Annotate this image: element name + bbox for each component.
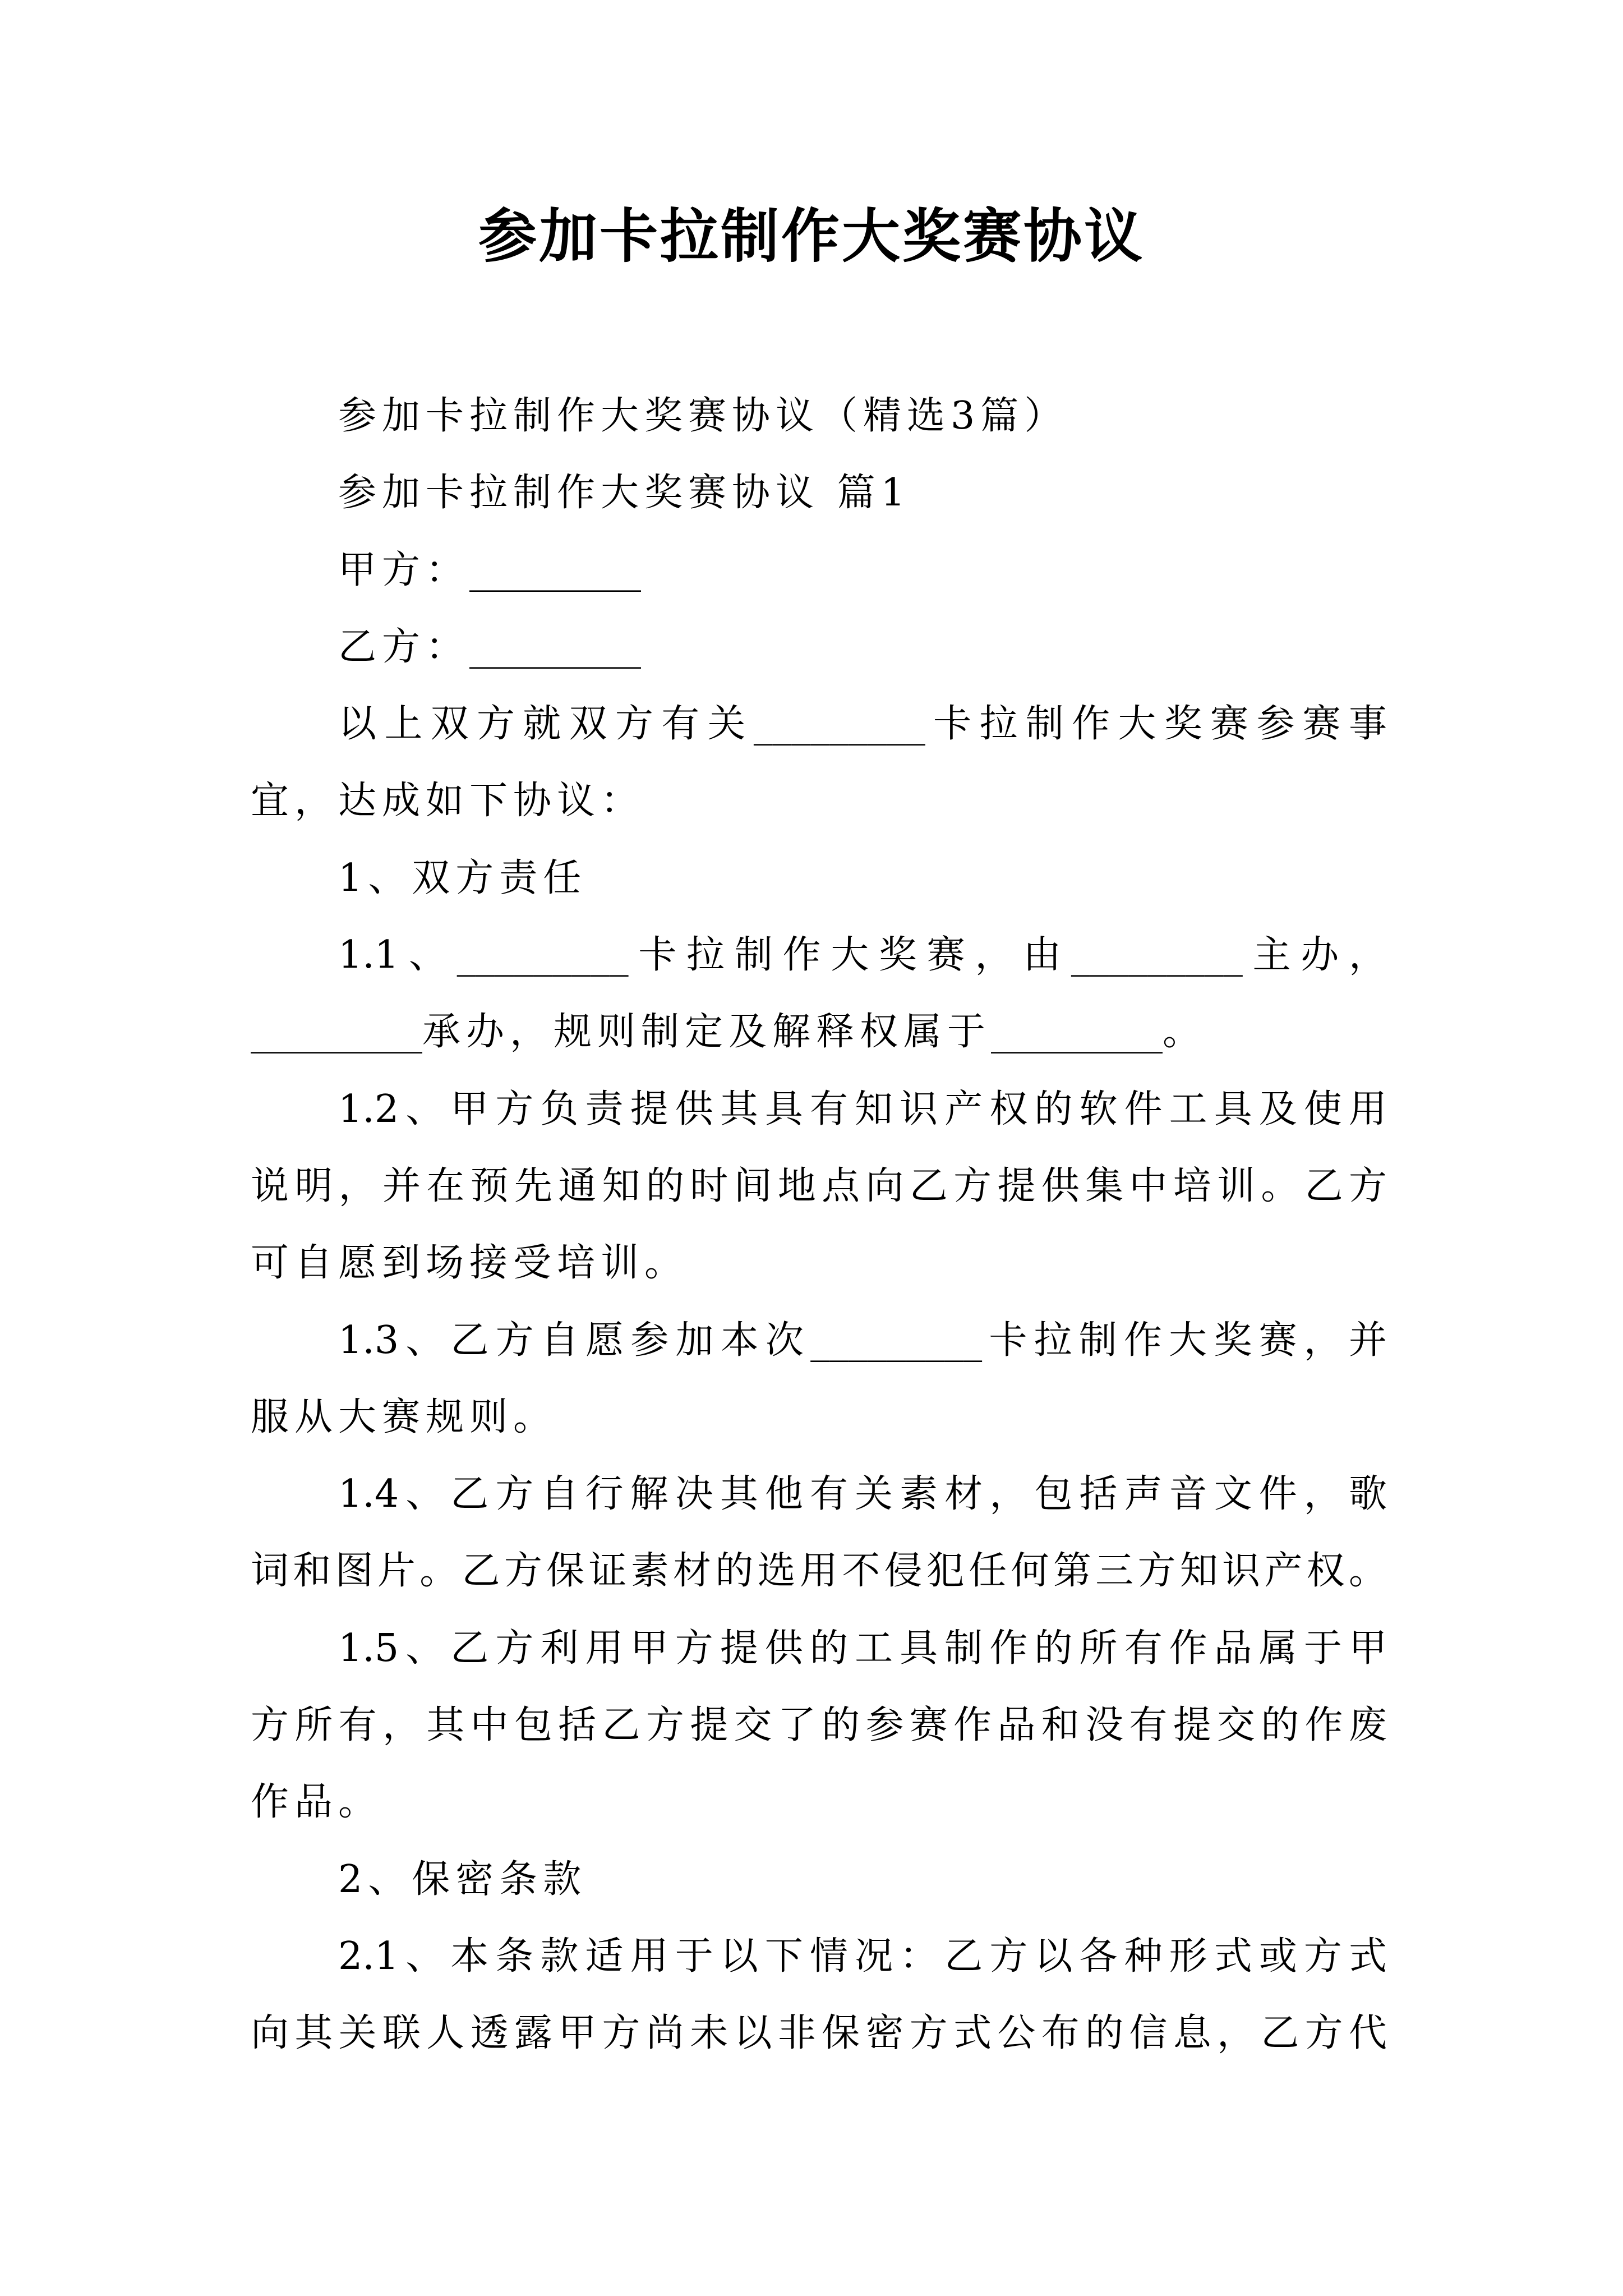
paragraph-clause-2-1 [251, 1918, 1387, 2072]
paragraph-clause-1-3 [251, 1302, 1387, 1456]
paragraph-subtitle [251, 378, 1387, 454]
text-line: 向其关联人透露甲方尚未以非保密方式公布的信息，乙方代 [251, 2011, 1387, 2056]
text-line: 词和图片。乙方保证素材的选用不侵犯任何第三方知识产权。 [251, 1549, 1387, 1594]
text-line: 说明，并在预先通知的时间地点向乙方提供集中培训。乙方 [251, 1163, 1387, 1208]
text-line: 方所有，其中包括乙方提交了的参赛作品和没有提交的作废 [251, 1703, 1387, 1748]
text-line: 以上双方就双方有关_________卡拉制作大奖赛参赛事 [338, 702, 1387, 747]
text-line: 参加卡拉制作大奖赛协议 篇1 [338, 471, 911, 516]
text-line: 1.5、乙方利用甲方提供的工具制作的所有作品属于甲 [338, 1626, 1387, 1671]
paragraph-party-a [251, 532, 1387, 609]
paragraph-party-b [251, 609, 1387, 685]
text-line: 宜，达成如下协议： [251, 779, 645, 823]
blank-field: _________ [1071, 933, 1243, 978]
paragraph-clause-1-1 [251, 917, 1387, 1071]
text-line: 2.1、本条款适用于以下情况：乙方以各种形式或方式 [338, 1934, 1387, 1978]
blank-field: _________ [469, 624, 642, 669]
text-line: 作品。 [251, 1780, 382, 1825]
text-line: 可自愿到场接受培训。 [251, 1241, 689, 1286]
text-line: 乙方：_________ [338, 624, 642, 669]
blank-field: _________ [251, 1010, 422, 1055]
text-line: 参加卡拉制作大奖赛协议（精选3篇） [338, 394, 1068, 438]
blank-field: _________ [810, 1318, 983, 1363]
text-line: 1、双方责任 [338, 855, 587, 900]
paragraph-clause-1-2 [251, 1071, 1387, 1302]
blank-field: _________ [991, 1010, 1163, 1055]
document-title: 参加卡拉制作大奖赛协议 [478, 201, 1145, 270]
paragraph-clause-1-5 [251, 1610, 1387, 1841]
paragraph-clause-1-4 [251, 1456, 1387, 1610]
text-line: 1.3、乙方自愿参加本次_________卡拉制作大奖赛，并 [338, 1318, 1387, 1363]
text-line: 1.2、甲方负责提供其具有知识产权的软件工具及使用 [338, 1087, 1387, 1131]
text-line: _________承办，规则制定及解释权属于_________。 [251, 1010, 1207, 1055]
text-line: 1.1、_________卡拉制作大奖赛，由_________主办， [338, 933, 1387, 978]
text-line: 2、保密条款 [338, 1857, 587, 1902]
paragraph-preamble [251, 685, 1387, 840]
text-line: 甲方：_________ [338, 547, 642, 592]
blank-field: _________ [457, 933, 629, 978]
paragraph-section-heading [251, 454, 1387, 531]
text-line: 1.4、乙方自行解决其他有关素材，包括声音文件，歌 [338, 1472, 1387, 1517]
document-body [251, 378, 1387, 2072]
paragraph-heading-responsibilities [251, 840, 1387, 917]
blank-field: _________ [469, 547, 642, 592]
blank-field: _________ [753, 702, 925, 747]
text-line: 服从大赛规则。 [251, 1395, 557, 1439]
paragraph-heading-confidentiality [251, 1841, 1387, 1918]
